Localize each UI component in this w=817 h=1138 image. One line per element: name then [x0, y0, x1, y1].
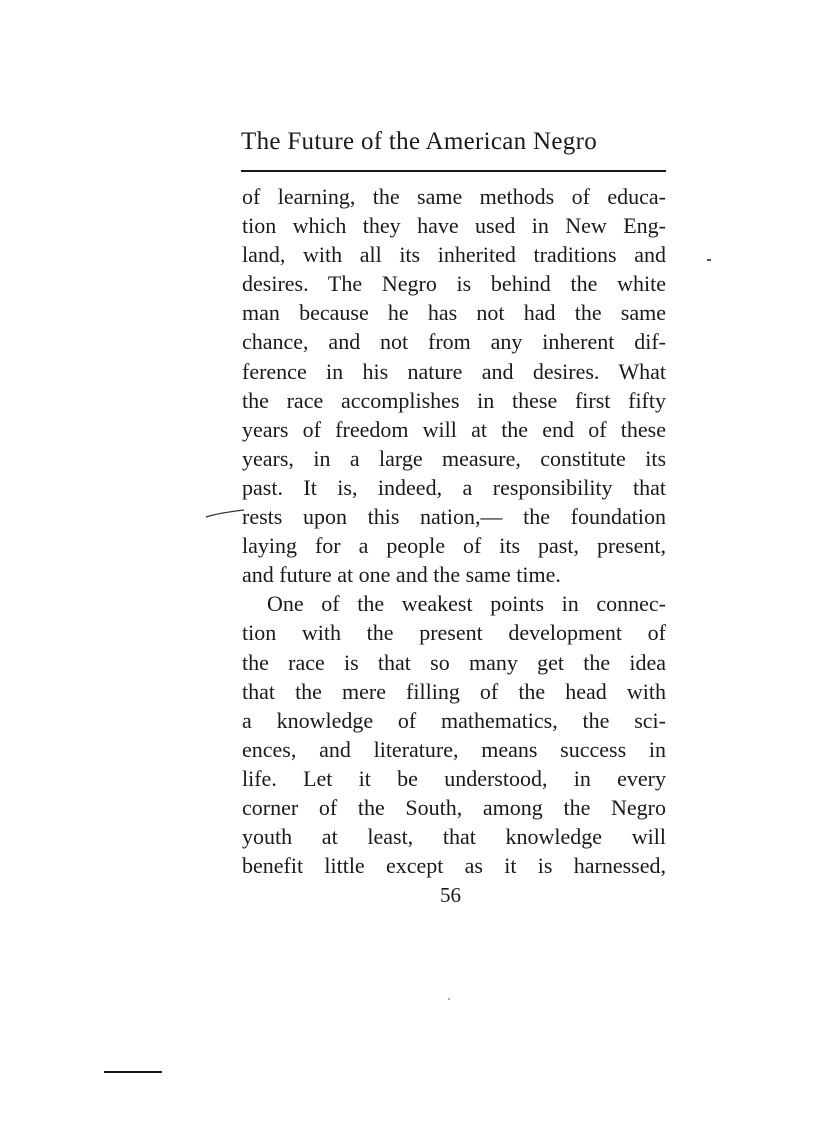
text-line: benefit little except as it is harnessed, [242, 853, 666, 879]
text-line: youth at least, that knowledge will [242, 824, 666, 850]
paragraph-last-line: and future at one and the same time. [242, 562, 561, 588]
text-line: land, with all its inherited traditions and [242, 242, 666, 268]
text-line: tion which they have used in New Eng- [242, 213, 666, 239]
text-line: chance, and not from any inherent dif- [242, 329, 666, 355]
running-head: The Future of the American Negro [241, 128, 598, 155]
text-line: past. It is, indeed, a responsibility that [242, 474, 666, 500]
text-line: corner of the South, among the Negro [242, 794, 666, 820]
text-line: ference in his nature and desires. What [242, 358, 666, 384]
text-line: man because he has not had the same [242, 300, 666, 326]
text-line: the race is that so many get the idea [242, 649, 666, 675]
header-rule [241, 170, 666, 172]
text-line: tion with the present development of [242, 620, 666, 646]
body-text [242, 182, 666, 880]
pen-mark-icon [205, 505, 245, 519]
text-line: that the mere filling of the head with [242, 678, 666, 704]
text-line: rests upon this nation,— the foundation [242, 504, 666, 530]
text-line: a knowledge of mathematics, the sci- [242, 707, 666, 733]
text-line: years of freedom will at the end of these [242, 416, 666, 442]
footer-rule [104, 1071, 162, 1073]
paragraph-first-line: One of the weakest points in connec- [267, 591, 666, 617]
text-line: years, in a large measure, constitute its [242, 445, 666, 471]
text-line: ences, and literature, means success in [242, 736, 666, 762]
text-line: life. Let it be understood, in every [242, 765, 666, 791]
edge-mark [707, 259, 711, 261]
page-number: 56 [440, 883, 461, 907]
text-line: of learning, the same methods of educa- [242, 184, 666, 209]
text-line: desires. The Negro is behind the white [242, 271, 666, 297]
text-line: the race accomplishes in these first fifty [242, 387, 666, 413]
paper-speck [448, 998, 450, 1000]
text-line: laying for a people of its past, present, [242, 533, 666, 559]
